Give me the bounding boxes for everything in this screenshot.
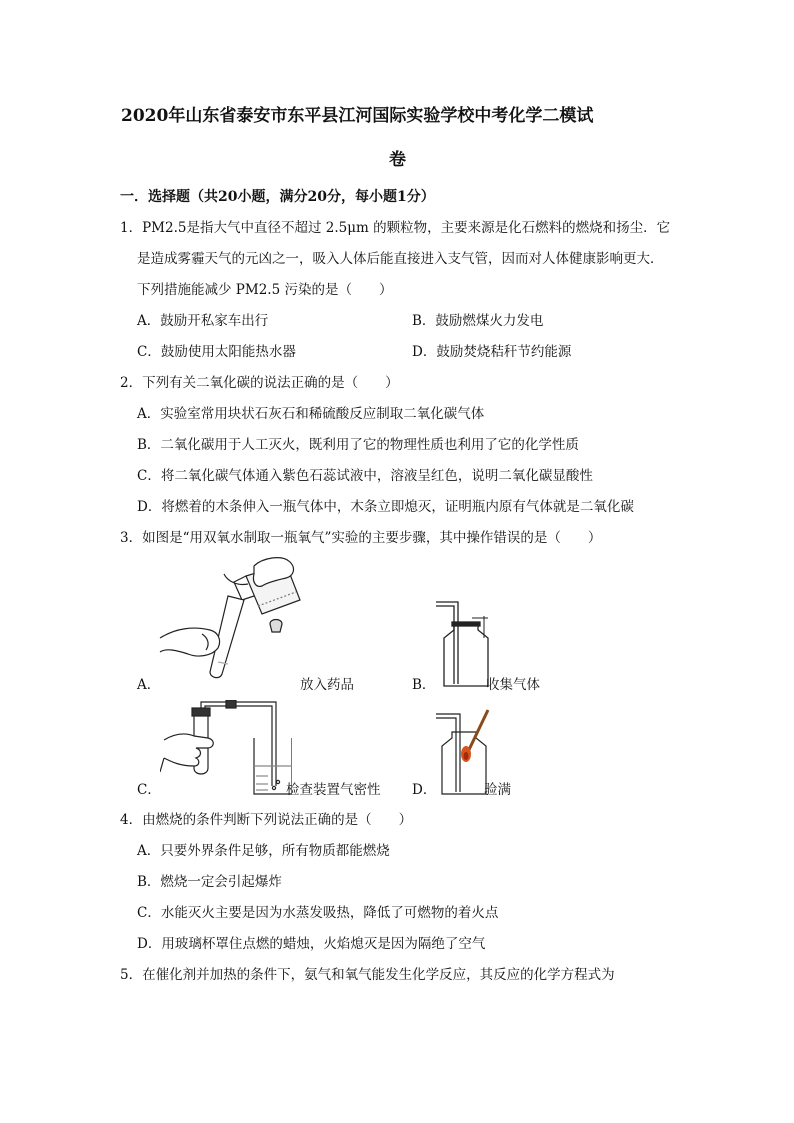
q1-stem-line1: 1．PM2.5是指大气中直径不超过 2.5μm 的颗粒物，主要来源是化石燃料的燃烧和扬尘．它 <box>120 220 671 236</box>
q3-option-d-caption: 验满 <box>484 782 511 798</box>
q2-stem: 2．下列有关二氧化碳的说法正确的是（ ） <box>120 375 399 391</box>
q4-stem: 4．由燃烧的条件判断下列说法正确的是（ ） <box>120 812 413 828</box>
q3-option-b-letter: B． <box>412 677 436 693</box>
q2-option-c: C．将二氧化碳气体通入紫色石蕊试液中，溶液呈红色，说明二氧化碳显酸性 <box>137 468 593 484</box>
q4-option-c: C．水能灭火主要是因为水蒸发吸热，降低了可燃物的着火点 <box>137 905 499 921</box>
q1-option-d: D．鼓励焚烧秸秆节约能源 <box>412 344 572 360</box>
q3-option-a-caption: 放入药品 <box>300 677 354 693</box>
q1-option-c: C．鼓励使用太阳能热水器 <box>137 344 296 360</box>
q3-option-c-letter: C． <box>137 782 161 798</box>
q3-option-b-caption: 收集气体 <box>486 677 540 693</box>
q3-option-a-letter: A． <box>137 677 161 693</box>
q1-stem-line2: 是造成雾霾天气的元凶之一，吸入人体后能直接进入支气管，因而对人体健康影响更大． <box>137 251 664 267</box>
gas-collecting-bottle-illustration <box>432 598 494 692</box>
q4-option-a: A．只要外界条件足够，所有物质都能燃烧 <box>137 843 390 859</box>
q2-option-a: A．实验室常用块状石灰石和稀硫酸反应制取二氧化碳气体 <box>137 406 485 422</box>
q2-option-d: D．将燃着的木条伸入一瓶气体中，木条立即熄灭，证明瓶内原有气体就是二氧化碳 <box>137 499 634 515</box>
page-title-continued: 卷 <box>389 150 406 170</box>
q1-stem-line3: 下列措施能减少 PM2.5 污染的是（ ） <box>137 282 393 298</box>
q3-stem: 3．如图是“用双氧水制取一瓶氧气”实验的主要步骤，其中操作错误的是（ ） <box>120 530 602 546</box>
section-header: 一．选择题（共20小题，满分20分，每小题1分） <box>120 189 435 205</box>
airtightness-check-illustration <box>160 700 292 798</box>
q1-option-b: B．鼓励燃煤火力发电 <box>412 313 544 329</box>
q4-option-b: B．燃烧一定会引起爆炸 <box>137 874 282 890</box>
q3-option-c-caption: 检查装置气密性 <box>286 782 381 798</box>
q4-option-d: D．用玻璃杯罩住点燃的蜡烛，火焰熄灭是因为隔绝了空气 <box>137 936 486 952</box>
q3-option-d-letter: D． <box>412 782 437 798</box>
page-title: 2020年山东省泰安市东平县江河国际实验学校中考化学二模试 <box>121 106 594 126</box>
q2-option-b: B．二氧化碳用于人工灭火，既利用了它的物理性质也利用了它的化学性质 <box>137 437 579 453</box>
pouring-reagent-illustration <box>158 556 308 691</box>
q1-option-a: A．鼓励开私家车出行 <box>137 313 269 329</box>
q5-stem: 5．在催化剂并加热的条件下，氨气和氧气能发生化学反应，其反应的化学方程式为 <box>120 967 615 983</box>
